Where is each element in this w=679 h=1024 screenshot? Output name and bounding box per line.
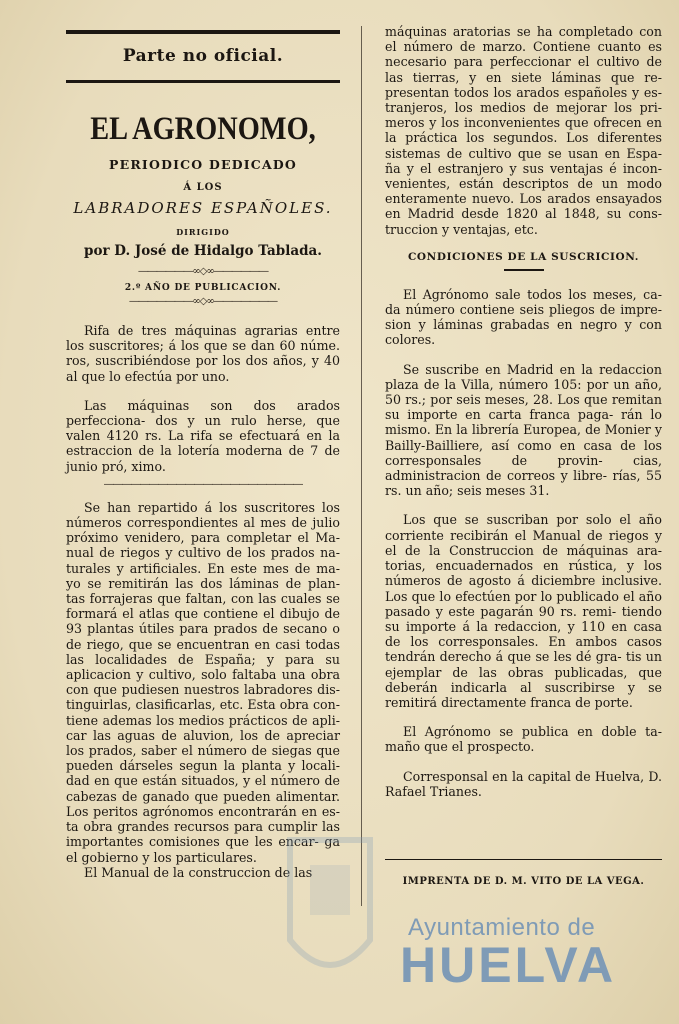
continued-paragraph: máquinas aratorias se ha completado con el número de marzo. Contiene cuanto es necesario para perfeccionar el cultivo de las tierras, y en siete láminas que re- presentan todos los arados españoles y es- tranjeros, los medios de mejorar los pri- meros y los inconvenientes que ofrecen en la práctica los segundos. Los diferentes sistemas de cultivo que se usan en Espa- ña y el estranjero y sus ventajas é incon- venientes, están descriptos de un modo enteramente nuevo. Los arados ensayados en Madrid desde 1820 al 1848, su cons- truccion y ventajas, etc.	[385, 24, 662, 237]
masthead-editor: por D. José de Hidalgo Tablada.	[84, 243, 322, 259]
left-column	[66, 24, 340, 880]
ornament-divider: ―――――――∞◇∞―――――――	[129, 296, 277, 307]
raffle-paragraph: Rifa de tres máquinas agrarias entre los suscritores; á los que se dan 60 núme. ros, suscribiéndose por los dos años, y 40 al que lo efectúa por uno.	[66, 323, 340, 384]
ornament-divider: ――――――――――――――――――――――	[104, 478, 302, 490]
column-divider	[361, 26, 362, 906]
masthead-dedication: Á LOS	[183, 182, 223, 193]
masthead-title: EL AGRONOMO,	[90, 111, 316, 147]
monthly-paragraph: El Agrónomo sale todos los meses, ca- da número contiene seis pliegos de impre- sion y láminas grabadas en negro y con colores.	[385, 286, 662, 348]
masthead-subtitle: PERIODICO DEDICADO	[109, 157, 297, 172]
publication-year: 2.º AÑO DE PUBLICACION.	[124, 283, 282, 293]
masthead-audience: LABRADORES ESPAÑOLES.	[73, 199, 333, 217]
construction-paragraph: El Manual de la construccion de las	[84, 864, 313, 880]
section-rule	[66, 80, 340, 83]
watermark-line1: Ayuntamiento de	[408, 914, 596, 941]
manual-paragraph: Se han repartido á los suscritores los números correspondientes al mes de julio próximo venidero, para completar el Ma- nual de riegos y cultivo de los prados na- turales y artificiales. En este mes de ma- yo se remitirán las dos láminas de plan- tas forrajeras que faltan, con las cuales se formará el atlas que contiene el dibujo de 93 plantas útiles para prados de secano o de riego, que se encuentran en casi todas las localidades de España; y para su aplicacion y cultivo, solo faltaba una obra con que pudiesen nuestros labradores dis- tinguirlas, clasificarlas, etc. Esta obra con- tiene ademas los medios prácticos de apli- car las aguas de aluvion, los de apreciar los prados, saber el número de siegas que pueden dárseles segun la planta y locali- dad en que están situados, y el número de cabezas de ganado que pueden alimentar. Los peritos agrónomos encontrarán en es- ta obra grandes recursos para cumplir las importantes comisiones que les encar- ga el gobierno y los particulares.	[66, 499, 340, 865]
conditions-heading: CONDICIONES DE LA SUSCRICION.	[407, 250, 640, 263]
machines-paragraph: Las máquinas son dos arados perfecciona- dos y un rulo herse, que valen 4120 rs. La rifa se efectuará en la estraccion de la lotería moderna de 7 de junio pró, ximo.	[66, 397, 340, 474]
printer-imprint: IMPRENTA DE D. M. VITO DE LA VEGA.	[402, 875, 645, 887]
watermark-line2: HUELVA	[400, 937, 617, 993]
subscription-paragraph: Se suscribe en Madrid en la redaccion plaza de la Villa, número 105: por un año, 50 rs.; por seis meses, 28. Los que remitan su importe en carta franca paga- rán lo mismo. En la librería Europea, de Monier y Bailly-Bailliere, así como en casa de los corresponsales de provin- cias, administracion de correos y libre- rías, 55 rs. un año; seis meses 31.	[385, 361, 662, 499]
right-column	[385, 24, 662, 887]
footer-rule	[385, 859, 662, 860]
section-heading: Parte no oficial.	[122, 46, 284, 66]
top-rule	[66, 30, 340, 34]
masthead-directed: DIRIGIDO	[176, 227, 230, 237]
format-paragraph: El Agrónomo se publica en doble ta- maño que el prospecto.	[385, 724, 662, 755]
current-year-paragraph: Los que se suscriban por solo el año corriente recibirán el Manual de riegos y el de la Construccion de máquinas ara- torias, encuadernados en rústica, y los números de agosto á diciembre inclusive. Los que lo efectúen por lo publicado el año pasado y este pagarán 90 rs. remi- tiendo su importe á la redaccion, y 110 en casa de los corresponsales. En ambos casos tendrán derecho á que se les dé gra- tis un ejemplar de las obras publicadas, que deberán indicarla al suscribirse y se remitirá directamente franca de porte.	[385, 512, 662, 710]
ornament-divider: ――――――∞◇∞――――――	[138, 266, 268, 277]
correspondent-paragraph: Corresponsal en la capital de Huelva, D. Rafael Trianes.	[385, 768, 662, 799]
short-rule	[504, 269, 544, 271]
